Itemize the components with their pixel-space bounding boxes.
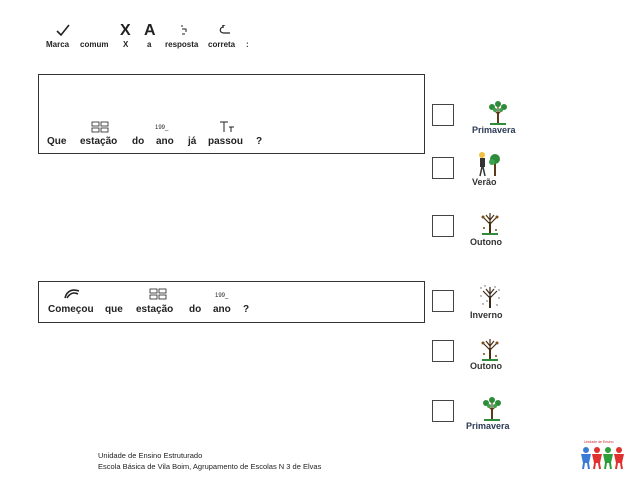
answer-checkbox-primavera[interactable] (432, 104, 454, 126)
header-word-x: X (123, 40, 129, 49)
year-symbol-text: 199_ (215, 293, 229, 299)
answer-checkbox-inverno[interactable] (432, 290, 454, 312)
summer-person-icon (474, 150, 504, 178)
svg-text:Unidade de Ensino: Unidade de Ensino (584, 440, 614, 444)
question-1-box (38, 74, 425, 154)
q2-word-comecou: Começou (48, 304, 94, 315)
q2-word-estacao: estação (136, 304, 174, 315)
symbol-a: A (144, 22, 156, 39)
season-symbol-icon (91, 121, 109, 133)
year-symbol-icon (155, 122, 179, 132)
checkmark-symbol-icon (56, 24, 70, 36)
spring-tree-icon (480, 396, 504, 422)
past-symbol-icon (219, 120, 235, 134)
season-symbol-icon (149, 288, 167, 300)
spring-tree-icon (486, 100, 510, 126)
answer-label-primavera: Primavera (472, 125, 516, 135)
answer-symbol-icon (180, 24, 190, 36)
answer-label-outono: Outono (470, 237, 502, 247)
people-logo-icon (578, 438, 626, 472)
symbol-x: X (120, 22, 131, 39)
school-logo (578, 438, 626, 472)
q1-word-passou: passou (208, 136, 244, 147)
q2-word-que: que (105, 304, 123, 315)
q2-word-do: do (189, 304, 202, 315)
answer-checkbox-outono[interactable] (432, 215, 454, 237)
q1-word-question-mark: ? (256, 136, 263, 147)
header-word-resposta: resposta (165, 40, 199, 49)
footer-school: Escola Básica de Vila Boim, Agrupamento de Escolas N 3 de Elvas (98, 462, 322, 471)
header-word-comum: comum (80, 40, 109, 49)
answer-label-primavera-2: Primavera (466, 421, 510, 431)
q1-word-que: Que (47, 136, 67, 147)
began-symbol-icon (63, 288, 81, 300)
q1-word-estacao: estação (80, 136, 118, 147)
year-symbol-text: 199_ (155, 125, 169, 131)
year-symbol-icon (215, 290, 239, 300)
answer-checkbox-primavera-2[interactable] (432, 400, 454, 422)
autumn-tree-icon (478, 210, 502, 236)
winter-tree-icon (478, 284, 502, 310)
q1-word-ja: já (188, 136, 197, 147)
header-word-marca: Marca (46, 40, 70, 49)
footer-unit: Unidade de Ensino Estruturado (98, 451, 203, 460)
header-word-a: a (147, 40, 152, 49)
answer-checkbox-outono-2[interactable] (432, 340, 454, 362)
answer-label-verao: Verão (472, 177, 497, 187)
answer-label-inverno: Inverno (470, 310, 503, 320)
autumn-tree-icon (478, 336, 502, 362)
question-2-box (38, 281, 425, 323)
q2-word-ano: ano (213, 304, 231, 315)
q1-word-do: do (132, 136, 145, 147)
answer-label-outono-2: Outono (470, 361, 502, 371)
header-word-correta: correta (208, 40, 236, 49)
answer-checkbox-verao[interactable] (432, 157, 454, 179)
header-word-colon: : (246, 40, 249, 49)
correct-symbol-icon (216, 25, 232, 37)
q2-word-question-mark: ? (243, 304, 250, 315)
q1-word-ano: ano (156, 136, 174, 147)
